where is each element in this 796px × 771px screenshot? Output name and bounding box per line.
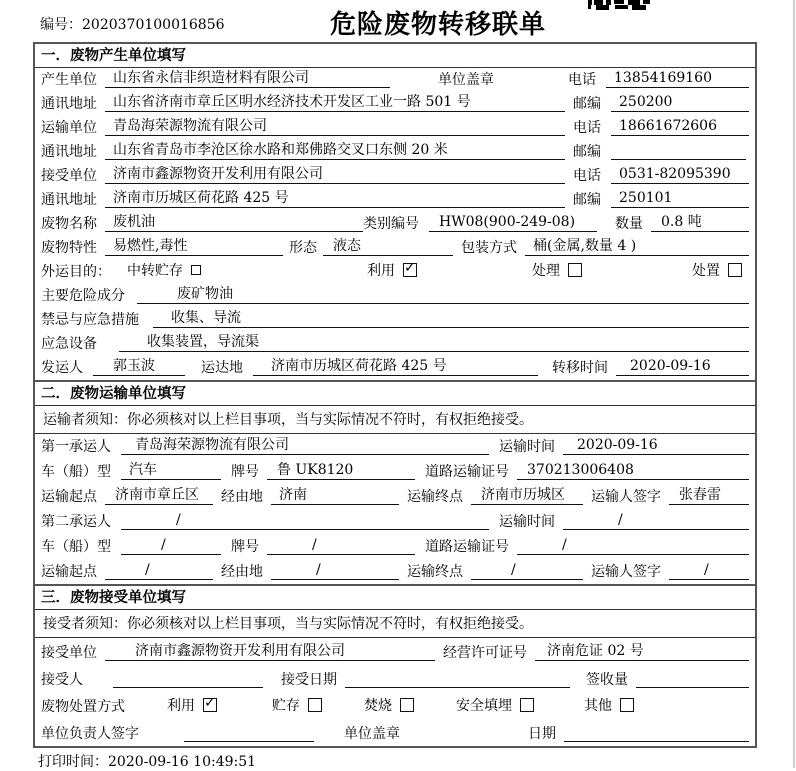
waste-property-value: 易燃性,毒性	[105, 238, 283, 256]
purpose-transfer-storage-label: 中转贮存	[127, 263, 183, 279]
responsible-sign-row	[35, 719, 755, 746]
transport-address-value: 山东省青岛市李沧区徐水路和郑佛路交叉口东侧 20 米	[105, 142, 565, 160]
date-value	[564, 741, 749, 742]
qr-code-remnant-icon	[588, 0, 650, 10]
receiver-address-row	[35, 188, 755, 212]
packing-label: 包装方式	[461, 240, 517, 256]
accept-seal-label: 单位盖章	[344, 726, 400, 742]
receiver-address-value: 济南市历城区荷花路 425 号	[105, 190, 565, 208]
receiver-unit-label: 接受单位	[41, 168, 97, 184]
second-origin-label: 运输起点	[41, 564, 97, 580]
waste-name-value: 废机油	[105, 214, 363, 232]
disposal-utilize-option	[167, 695, 272, 719]
second-vehicle-row	[35, 534, 755, 559]
disposal-utilize-checkbox-icon	[203, 698, 217, 712]
first-carrier-row	[35, 434, 755, 459]
destination-label: 运达地	[201, 360, 243, 376]
producer-unit-row	[35, 68, 755, 92]
second-carrier-sign-label: 运输人签字	[591, 564, 661, 580]
first-plate-label: 牌号	[231, 464, 259, 480]
emergency-equipment-label: 应急设备	[41, 336, 97, 352]
section-notice: 运输者须知：你必须核对以上栏目事项，当与实际情况不符时，有权拒绝接受。	[35, 406, 755, 434]
purpose-transfer-storage-option	[127, 260, 367, 284]
second-via-label: 经由地	[221, 564, 263, 580]
transport-unit-label: 运输单位	[41, 120, 97, 136]
disposal-landfill-option	[456, 695, 584, 719]
second-terminus-value: /	[471, 562, 583, 580]
form-state-value: 液态	[323, 238, 453, 256]
second-road-permit-value: /	[517, 537, 749, 555]
second-transport-time-label: 运输时间	[499, 514, 555, 530]
accept-date-label: 接受日期	[281, 672, 337, 688]
date-label: 日期	[528, 726, 556, 742]
receiver-unit-value: 济南市鑫源物资开发利用有限公司	[105, 166, 565, 184]
consignor-label: 发运人	[41, 360, 83, 376]
section-s2	[35, 380, 755, 584]
first-road-permit-value: 370213006408	[517, 462, 749, 480]
accept-person-row	[35, 665, 755, 692]
section-s3	[35, 584, 755, 746]
contraindication-label: 禁忌与应急措施	[41, 312, 139, 328]
first-via-label: 经由地	[221, 489, 263, 505]
producer-postcode-label: 邮编	[573, 96, 601, 112]
receiver-postcode-value: 250101	[611, 190, 749, 208]
serial-value: 2020370100016856	[82, 17, 225, 33]
second-plate-label: 牌号	[231, 539, 259, 555]
producer-phone-value: 13854169160	[606, 70, 749, 88]
emergency-equipment-value: 收集装置，导流渠	[119, 334, 749, 352]
second-transport-time-value: /	[563, 512, 749, 530]
disposal-other-label: 其他	[584, 698, 612, 714]
accept-unit-row	[35, 638, 755, 665]
signed-quantity-value	[636, 687, 749, 688]
disposal-landfill-label: 安全填埋	[456, 698, 512, 714]
disposal-incinerate-option	[364, 695, 456, 719]
second-carrier-value: /	[121, 512, 489, 530]
first-vehicle-type-label: 车（船）型	[41, 464, 111, 480]
accept-unit-value: 济南市鑫源物资开发利用有限公司	[105, 643, 435, 661]
packing-value: 桶(金属,数量 4 )	[525, 238, 749, 256]
signed-quantity-label: 签收量	[586, 672, 628, 688]
purpose-dispose-label: 处置	[692, 263, 720, 279]
transport-address-label: 通讯地址	[41, 144, 97, 160]
form-table	[33, 42, 757, 748]
contraindication-row	[35, 308, 755, 332]
second-plate-value: /	[267, 537, 415, 555]
first-carrier-value: 青岛海荣源物流有限公司	[121, 437, 489, 455]
disposal-method-label: 废物处置方式	[41, 699, 125, 715]
first-route-row	[35, 484, 755, 509]
transfer-time-value: 2020-09-16	[616, 358, 749, 376]
producer-unit-value: 山东省永信非织造材料有限公司	[105, 70, 390, 88]
serial-label: 编号：	[40, 17, 82, 33]
disposal-utilize-label: 利用	[167, 698, 195, 714]
unit-seal-label: 单位盖章	[438, 72, 494, 88]
first-carrier-sign-value: 张春雷	[669, 487, 749, 505]
hazard-component-row	[35, 284, 755, 308]
transport-phone-value: 18661672606	[611, 118, 749, 136]
purpose-treat-option	[532, 260, 692, 284]
second-route-row	[35, 559, 755, 584]
first-carrier-sign-label: 运输人签字	[591, 489, 661, 505]
transport-unit-row	[35, 116, 755, 140]
waste-name-label: 废物名称	[41, 216, 97, 232]
consignor-value: 郭玉波	[93, 358, 185, 376]
purpose-transfer-storage-checkbox-icon	[191, 265, 201, 275]
quantity-value: 0.8 吨	[651, 214, 749, 232]
first-plate-value: 鲁 UK8120	[267, 462, 415, 480]
receiver-phone-value: 0531-82095390	[611, 166, 749, 184]
accept-unit-label: 接受单位	[41, 645, 97, 661]
destination-value: 济南市历城区荷花路 425 号	[253, 358, 538, 376]
disposal-store-label: 贮存	[272, 698, 300, 714]
purpose-utilize-checkbox-icon	[403, 263, 417, 277]
license-no-label: 经营许可证号	[443, 645, 527, 661]
first-transport-time-value: 2020-09-16	[563, 437, 749, 455]
producer-postcode-value: 250200	[611, 94, 749, 112]
responsible-sign-value	[184, 741, 314, 742]
second-via-value: /	[271, 562, 399, 580]
form-state-label: 形态	[289, 240, 317, 256]
second-terminus-label: 运输终点	[407, 564, 463, 580]
transport-postcode-value	[611, 159, 746, 160]
second-origin-value: /	[105, 562, 213, 580]
first-vehicle-row	[35, 459, 755, 484]
producer-address-row	[35, 92, 755, 116]
transport-postcode-label: 邮编	[573, 144, 601, 160]
producer-address-label: 通讯地址	[41, 96, 97, 112]
first-terminus-value: 济南市历城区	[471, 487, 583, 505]
purpose-dispose-option	[692, 260, 749, 284]
producer-unit-label: 产生单位	[41, 72, 97, 88]
purpose-treat-label: 处理	[532, 263, 560, 279]
accept-date-value	[345, 687, 570, 688]
section-heading: 三．废物接受单位填写	[35, 586, 755, 610]
second-vehicle-type-value: /	[121, 537, 221, 555]
disposal-store-option	[272, 695, 364, 719]
print-time-label: 打印时间：	[38, 754, 108, 770]
first-origin-value: 济南市章丘区	[105, 487, 213, 505]
first-road-permit-label: 道路运输证号	[425, 464, 509, 480]
disposal-other-checkbox-icon	[620, 698, 634, 712]
consignor-row	[35, 356, 755, 380]
waste-property-label: 废物特性	[41, 240, 97, 256]
responsible-sign-label: 单位负责人签字	[41, 726, 139, 742]
first-via-value: 济南	[271, 487, 399, 505]
receiver-postcode-label: 邮编	[573, 192, 601, 208]
second-vehicle-type-label: 车（船）型	[41, 539, 111, 555]
receiver-phone-label: 电话	[573, 168, 601, 184]
disposal-incinerate-label: 焚烧	[364, 698, 392, 714]
disposal-landfill-checkbox-icon	[520, 698, 534, 712]
second-carrier-label: 第二承运人	[41, 514, 111, 530]
contraindication-value: 收集、导流	[153, 310, 749, 328]
purpose-utilize-label: 利用	[367, 263, 395, 279]
disposal-method-row	[35, 692, 755, 719]
transport-address-row	[35, 140, 755, 164]
first-origin-label: 运输起点	[41, 489, 97, 505]
license-no-value: 济南危证 02 号	[535, 643, 749, 661]
accept-person-label: 接受人	[41, 672, 83, 688]
receiver-address-label: 通讯地址	[41, 192, 97, 208]
quantity-label: 数量	[615, 216, 643, 232]
hazard-component-value: 废矿物油	[137, 286, 749, 304]
purpose-utilize-option	[367, 260, 532, 284]
category-code-value: HW08(900-249-08)	[429, 214, 597, 232]
outbound-purpose-label: 外运目的：	[41, 264, 111, 280]
producer-address-value: 山东省济南市章丘区明水经济技术开发区工业一路 501 号	[105, 94, 565, 112]
print-time	[38, 751, 256, 771]
disposal-incinerate-checkbox-icon	[400, 698, 414, 712]
accept-person-value	[113, 687, 263, 688]
producer-phone-label: 电话	[568, 72, 596, 88]
page-title: 危险废物转移联单	[329, 10, 546, 40]
print-time-value: 2020-09-16 10:49:51	[108, 754, 257, 770]
outbound-purpose-row	[35, 260, 755, 284]
emergency-equipment-row	[35, 332, 755, 356]
purpose-treat-checkbox-icon	[568, 263, 582, 277]
hazard-component-label: 主要危险成分	[41, 288, 125, 304]
section-notice: 接受者须知：你必须核对以上栏目事项，当与实际情况不符时，有权拒绝接受。	[35, 610, 755, 638]
section-s1	[35, 44, 755, 380]
disposal-other-option	[584, 695, 749, 719]
first-transport-time-label: 运输时间	[499, 439, 555, 455]
transfer-time-label: 转移时间	[552, 360, 608, 376]
disposal-store-checkbox-icon	[308, 698, 322, 712]
section-heading: 二．废物运输单位填写	[35, 382, 755, 406]
first-vehicle-type-value: 汽车	[121, 462, 221, 480]
transport-phone-label: 电话	[573, 120, 601, 136]
first-terminus-label: 运输终点	[407, 489, 463, 505]
transport-unit-value: 青岛海荣源物流有限公司	[105, 118, 565, 136]
first-carrier-label: 第一承运人	[41, 439, 111, 455]
page-edge-line	[793, 0, 795, 768]
waste-property-row	[35, 236, 755, 260]
second-carrier-sign-value: /	[669, 562, 749, 580]
receiver-unit-row	[35, 164, 755, 188]
purpose-dispose-checkbox-icon	[728, 263, 742, 277]
second-carrier-row	[35, 509, 755, 534]
section-heading: 一．废物产生单位填写	[35, 44, 755, 68]
second-road-permit-label: 道路运输证号	[425, 539, 509, 555]
waste-name-row	[35, 212, 755, 236]
category-code-label: 类别编号	[363, 216, 419, 232]
